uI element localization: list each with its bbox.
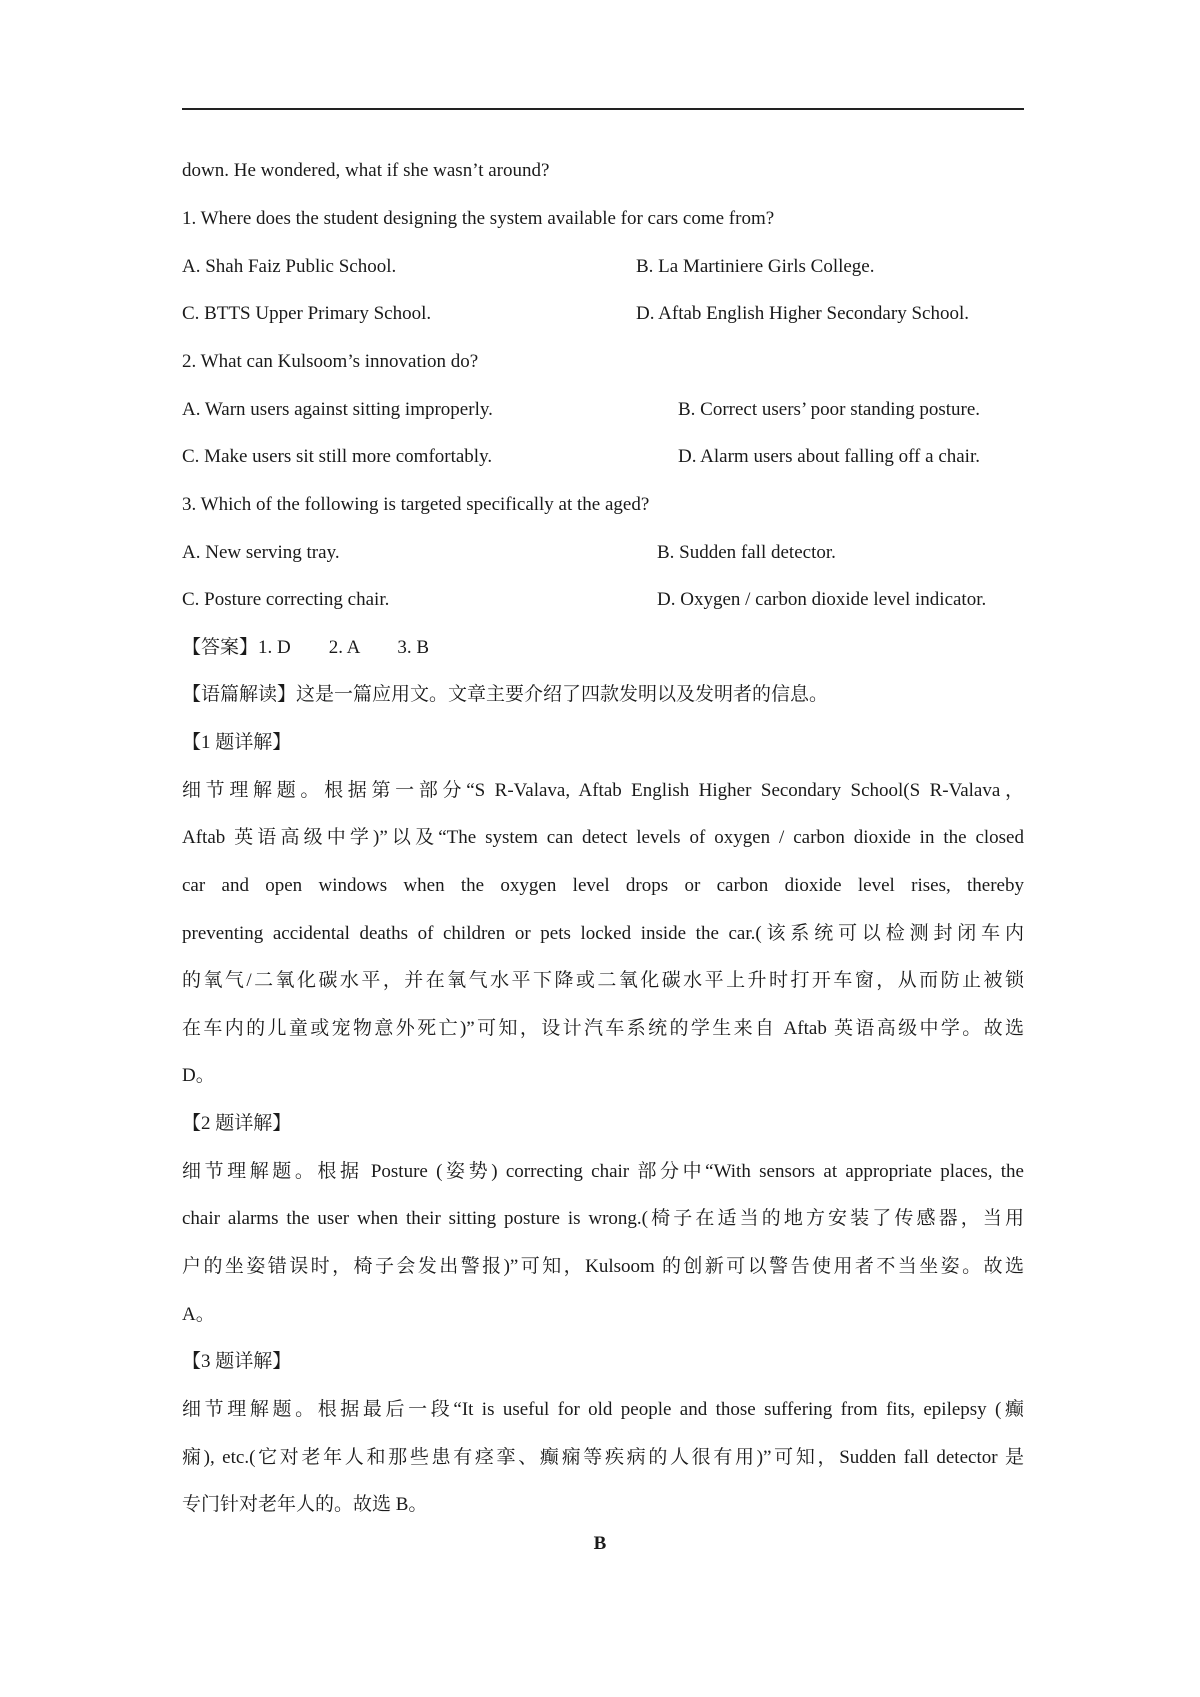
question-3-option-c: C. Posture correcting chair. — [182, 589, 390, 610]
detail-1-line: 的氧气/二氧化碳水平，并在氧气水平下降或二氧化碳水平上升时打开车窗，从而防止被锁 — [182, 970, 1024, 991]
answer-line: 【答案】1. D 2. A 3. B — [182, 637, 430, 658]
passage-continuation: down. He wondered, what if she wasn’t around? — [182, 160, 550, 181]
detail-1-line: 在车内的儿童或宠物意外死亡)”可知，设计汽车系统的学生来自 Aftab 英语高级中学。故选 — [182, 1018, 1024, 1039]
question-2-option-c: C. Make users sit still more comfortably. — [182, 446, 493, 467]
question-2-option-b: B. Correct users’ poor standing posture. — [678, 399, 981, 420]
header-rule — [182, 108, 1024, 110]
detail-1-line: preventing accidental deaths of children or pets locked inside the car.(该系统可以检测封闭车内 — [182, 923, 1024, 944]
detail-3-line: 痫), etc.(它对老年人和那些患有痉挛、癫痫等疾病的人很有用)”可知，Sudden fall detector 是 — [182, 1447, 1024, 1468]
detail-1-line: 细节理解题。根据第一部分“S R-Valava, Aftab English Higher Secondary School(S R-Valava， — [182, 780, 1024, 801]
detail-1-heading: 【1 题详解】 — [182, 732, 292, 753]
question-3-option-b: B. Sudden fall detector. — [657, 542, 836, 563]
question-1-stem: 1. Where does the student designing the system available for cars come from? — [182, 208, 775, 229]
detail-2-line: 细节理解题。根据 Posture (姿势) correcting chair 部分中“With sensors at appropriate places, the — [182, 1161, 1024, 1182]
detail-1-line: car and open windows when the oxygen level drops or carbon dioxide level rises, thereby — [182, 875, 1024, 896]
detail-3-line: 细节理解题。根据最后一段“It is useful for old people and those suffering from fits, epilepsy (癫 — [182, 1399, 1024, 1420]
question-2-option-a: A. Warn users against sitting improperly. — [182, 399, 493, 420]
question-3-option-a: A. New serving tray. — [182, 542, 340, 563]
question-3-stem: 3. Which of the following is targeted specifically at the aged? — [182, 494, 650, 515]
section-label: B — [593, 1533, 607, 1554]
question-1-option-a: A. Shah Faiz Public School. — [182, 256, 397, 277]
question-2-option-d: D. Alarm users about falling off a chair. — [678, 446, 980, 467]
detail-2-line: 户的坐姿错误时，椅子会发出警报)”可知，Kulsoom 的创新可以警告使用者不当坐姿。故选 — [182, 1256, 1024, 1277]
question-3-option-d: D. Oxygen / carbon dioxide level indicator. — [657, 589, 987, 610]
question-1-option-c: C. BTTS Upper Primary School. — [182, 303, 432, 324]
question-1-option-b: B. La Martiniere Girls College. — [636, 256, 875, 277]
question-1-option-d: D. Aftab English Higher Secondary School. — [636, 303, 969, 324]
detail-3-heading: 【3 题详解】 — [182, 1351, 292, 1372]
detail-2-line: A。 — [182, 1304, 215, 1325]
detail-2-line: chair alarms the user when their sitting posture is wrong.(椅子在适当的地方安装了传感器，当用 — [182, 1208, 1024, 1229]
detail-3-line: 专门针对老年人的。故选 B。 — [182, 1494, 428, 1515]
passage-interpretation: 【语篇解读】这是一篇应用文。文章主要介绍了四款发明以及发明者的信息。 — [182, 684, 829, 705]
question-2-stem: 2. What can Kulsoom’s innovation do? — [182, 351, 479, 372]
detail-1-line: D。 — [182, 1065, 215, 1086]
detail-1-line: Aftab 英语高级中学)”以及“The system can detect levels of oxygen / carbon dioxide in the closed — [182, 827, 1024, 848]
detail-2-heading: 【2 题详解】 — [182, 1113, 292, 1134]
